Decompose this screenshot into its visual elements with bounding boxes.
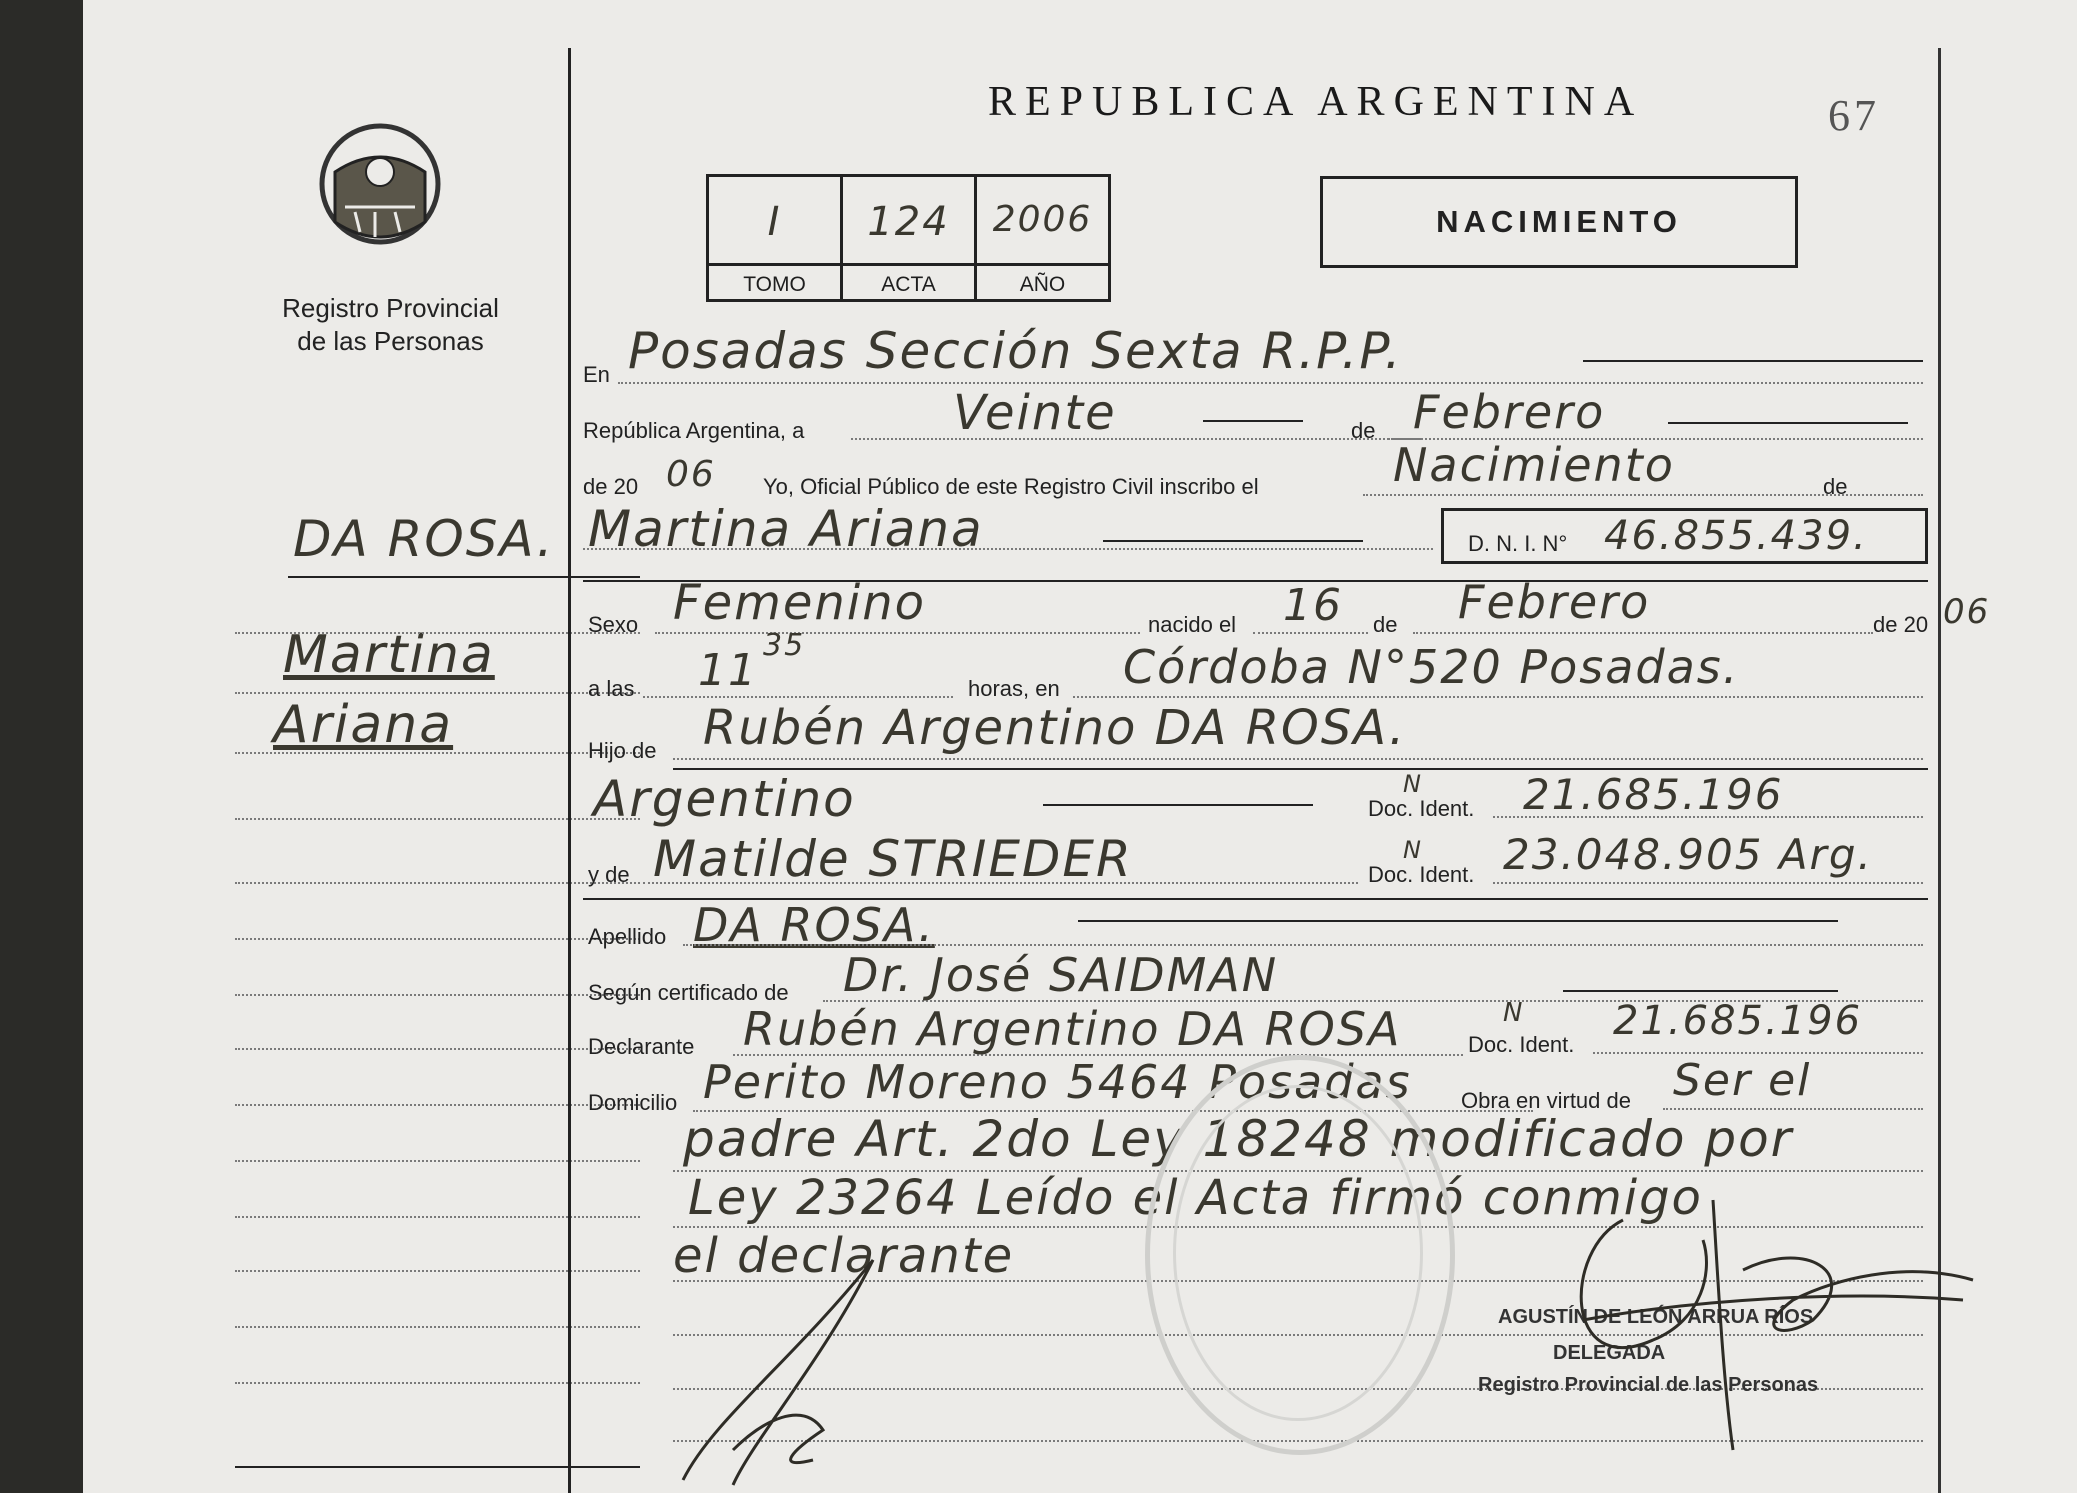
de-label: de (1373, 612, 1398, 637)
dni-label: D. N. I. N° (1468, 531, 1568, 556)
mother-doc-value: 23.048.905 Arg. (1503, 830, 1873, 879)
nacido-label: nacido el (1148, 612, 1237, 637)
field-line (851, 438, 1421, 440)
margin-surname: DA ROSA. (293, 510, 555, 568)
birth-year-suffix-value: 06 (1943, 592, 1991, 632)
field-line (673, 758, 1923, 760)
oficial-label: Yo, Oficial Público de este Registro Civil inscribo el (763, 474, 1259, 499)
officer-organization: Registro Provincial de las Personas (1478, 1374, 1819, 1396)
margin-given-name-1: Martina (283, 625, 495, 685)
officer-name: AGUSTÍN DE LEÓN ARRUA RÍOS (1498, 1306, 1814, 1328)
field-line (583, 548, 1433, 550)
birth-certificate-page (83, 0, 2077, 1493)
act-type-box: NACIMIENTO (1320, 176, 1798, 268)
sex-value: Femenino (673, 575, 926, 631)
month-value: Febrero (1413, 385, 1606, 439)
fill-dash (1078, 920, 1838, 922)
declarant-doc-value: 21.685.196 (1613, 998, 1863, 1044)
act-value: Nacimiento (1393, 438, 1675, 492)
column-divider (568, 48, 571, 1493)
margin-rule (288, 576, 640, 578)
child-name-value: Martina Ariana (588, 500, 984, 558)
day-words-value: Veinte (953, 385, 1117, 441)
de-year-label: de 20 (1873, 612, 1929, 637)
tomo-value: I (767, 199, 782, 245)
birth-month-value: Febrero (1458, 575, 1651, 629)
a-las-label: a las (588, 676, 635, 701)
birth-place-value: Córdoba N°520 Posadas. (1123, 640, 1740, 694)
declarante-label: Declarante (588, 1034, 695, 1059)
official-stamp-inner (1173, 1085, 1423, 1421)
reason-value-4: el declarante (673, 1228, 1015, 1284)
doc-ident-label: Doc. Ident. (1468, 1032, 1575, 1057)
surname-value: DA ROSA. (693, 898, 935, 952)
fill-dash (1043, 804, 1313, 806)
doc-ident-label: Doc. Ident. (1368, 796, 1475, 821)
margin-dotted-line (235, 1382, 640, 1384)
de-label: de (1823, 474, 1848, 499)
field-line (643, 696, 953, 698)
fill-dash (1583, 360, 1923, 362)
margin-given-name-2: Ariana (273, 695, 454, 755)
margin-dotted-line (235, 1104, 640, 1106)
margin-dotted-line (235, 994, 640, 996)
declarant-value: Rubén Argentino DA ROSA (743, 1002, 1402, 1056)
margin-dotted-line (235, 938, 640, 940)
address-value: Perito Moreno 5464 Posadas (703, 1055, 1412, 1109)
field-line (1593, 1052, 1923, 1054)
acta-cell (843, 177, 977, 299)
doc-n-mark: N (1503, 998, 1525, 1028)
en-label: En (583, 362, 610, 387)
reason-value-2: padre Art. 2do Ley 18248 modificado por (683, 1110, 1794, 1168)
field-line (618, 382, 1923, 384)
field-line (683, 944, 1923, 946)
apellido-label: Apellido (588, 924, 667, 949)
declarant-signature (673, 1240, 933, 1490)
fill-dash (1668, 422, 1908, 424)
margin-dotted-line (235, 882, 640, 884)
hijo-label: Hijo de (588, 738, 657, 763)
doc-ident-label: Doc. Ident. (1368, 862, 1475, 887)
margin-dotted-line (235, 818, 640, 820)
margin-dotted-line (235, 1326, 640, 1328)
officer-signature (1543, 1180, 2003, 1460)
tomo-label: TOMO (709, 263, 840, 308)
reason-value-3: Ley 23264 Leído el Acta firmó conmigo (688, 1170, 1703, 1226)
father-nationality-value: Argentino (593, 770, 856, 828)
country-title: REPUBLICA ARGENTINA (988, 79, 1644, 125)
doc-n-mark: N (1403, 770, 1423, 798)
sexo-label: Sexo (588, 612, 639, 637)
birth-day-value: 16 (1283, 580, 1343, 631)
margin-dotted-line (235, 1160, 640, 1162)
registry-title: Registro Provincial de las Personas (282, 293, 499, 356)
father-doc-value: 21.685.196 (1523, 770, 1784, 819)
record-number-box (706, 174, 1111, 302)
anio-value: 2006 (992, 199, 1093, 240)
dni-box (1441, 508, 1928, 564)
doctor-value: Dr. José SAIDMAN (843, 948, 1279, 1002)
tomo-cell (709, 177, 843, 299)
place-value: Posadas Sección Sexta R.P.P. (628, 322, 1403, 380)
year-suffix-value: 06 (666, 454, 716, 495)
provincial-seal-icon (315, 112, 445, 262)
acta-label: ACTA (843, 263, 974, 308)
margin-dotted-line (235, 692, 640, 694)
father-name-value: Rubén Argentino DA ROSA. (703, 700, 1407, 756)
domicilio-label: Domicilio (588, 1090, 678, 1115)
horas-label: horas, en (968, 676, 1060, 701)
minutes-value: 35 (763, 628, 806, 663)
field-line (1493, 882, 1923, 884)
page-number: 67 (1828, 91, 1880, 140)
fill-dash (1563, 990, 1838, 992)
republica-label: República Argentina, a (583, 418, 805, 443)
left-margin-column (83, 0, 568, 1493)
margin-dotted-line (235, 752, 640, 754)
dni-value: 46.855.439. (1604, 513, 1868, 559)
reason-value-1: Ser el (1673, 1055, 1812, 1106)
margin-dotted-line (235, 632, 640, 634)
field-line (655, 632, 1140, 634)
de-label: de (1351, 418, 1376, 443)
obra-label: Obra en virtud de (1461, 1088, 1631, 1113)
segun-label: Según certificado de (588, 980, 789, 1005)
field-line (1413, 632, 1873, 634)
officer-title: DELEGADA (1553, 1342, 1666, 1364)
margin-dotted-line (235, 1270, 640, 1272)
y-de-label: y de (588, 862, 630, 887)
doc-n-mark: N (1403, 836, 1423, 864)
mother-name-value: Matilde STRIEDER (653, 830, 1133, 888)
acta-value: 124 (867, 199, 950, 245)
margin-dotted-line (235, 1216, 640, 1218)
margin-dotted-line (235, 1048, 640, 1050)
anio-cell (977, 177, 1108, 299)
year-prefix-label: de 20 (583, 474, 639, 499)
hour-value: 11 (698, 645, 758, 696)
field-line (1253, 632, 1368, 634)
fill-dash (1103, 540, 1363, 542)
field-line (1073, 696, 1923, 698)
margin-bottom-rule (235, 1466, 640, 1468)
fill-dash (1203, 420, 1303, 422)
anio-label: AÑO (977, 263, 1108, 308)
